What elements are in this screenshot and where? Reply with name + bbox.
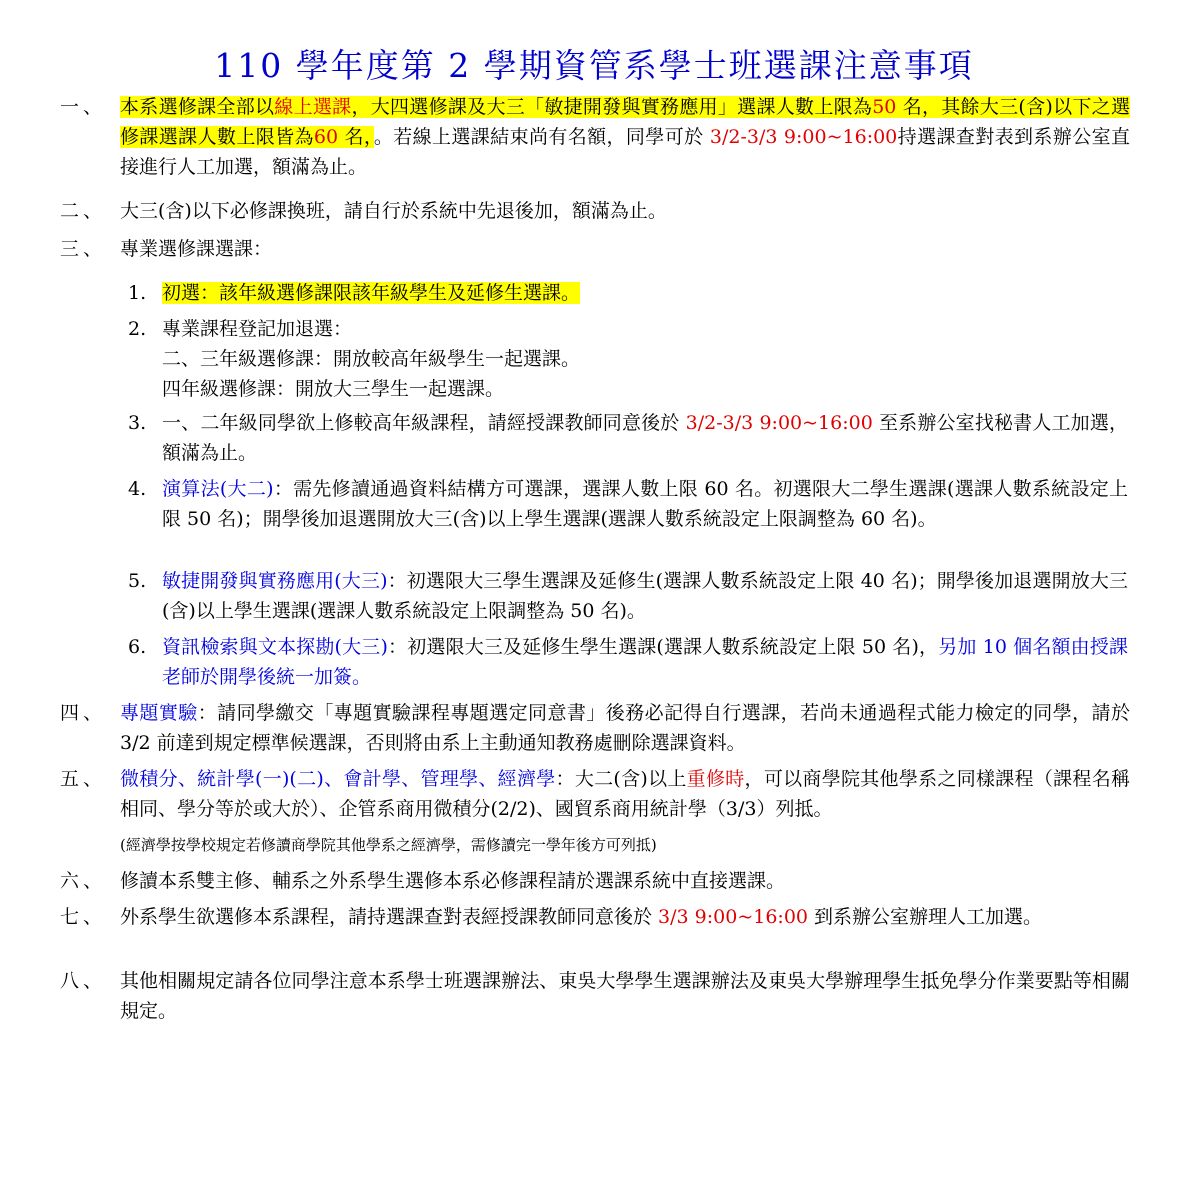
- date-range: 3/3 9:00~16:00: [658, 906, 809, 928]
- date-range: 3/2-3/3 9:00~16:00: [709, 126, 898, 148]
- item-number: 一、: [60, 96, 107, 118]
- course-name: 資訊檢索與文本探勘(大三): [162, 636, 388, 658]
- date-range: 3/2-3/3 9:00~16:00: [685, 412, 873, 434]
- sub-number: 5.: [128, 570, 147, 592]
- course-name: 微積分、統計學(一)(二)、會計學、管理學、經濟學: [120, 768, 556, 790]
- item-text: 修讀本系雙主修、輔系之外系學生選修本系必修課程請於選課系統中直接選課。: [120, 870, 786, 892]
- course-name: 敏捷開發與實務應用(大三): [162, 570, 388, 592]
- item-number: 二、: [60, 200, 107, 222]
- item-text: 專業選修課選課：: [120, 238, 273, 260]
- item-text: 大三(含)以下必修課換班，請自行於系統中先退後加，額滿為止。: [120, 200, 667, 222]
- sub-number: 6.: [128, 636, 147, 658]
- course-name: 演算法(大二): [162, 478, 274, 500]
- item-text: 其他相關規定請各位同學注意本系學士班選課辦法、東吳大學學生選課辦法及東吳大學辦理學生抵免學分作業要點等相關規定。: [120, 970, 1130, 1022]
- sub-number: 3.: [128, 412, 147, 434]
- retake-text: 重修時: [686, 768, 745, 790]
- item-number: 五、: [60, 768, 107, 790]
- sub-line: 四年級選修課：開放大三學生一起選課。: [162, 378, 505, 400]
- item-number: 八、: [60, 970, 107, 992]
- sub-line: 二、三年級選修課：開放較高年級學生一起選課。: [162, 348, 581, 370]
- item-number: 六、: [60, 870, 107, 892]
- page-title: 110 學年度第 2 學期資管系學士班選課注意事項: [214, 46, 974, 85]
- sub-number: 2.: [128, 318, 147, 340]
- sub-number: 4.: [128, 478, 147, 500]
- sub-line: 專業課程登記加退選：: [162, 318, 353, 340]
- item-number: 四、: [60, 702, 107, 724]
- course-name: 專題實驗: [120, 702, 198, 724]
- extra-quota-note: 另加 10 個名額由授課老師於開學後統一加簽。: [162, 636, 1129, 688]
- highlighted-text: 初選：該年級選修課限該年級學生及延修生選課。: [162, 282, 581, 304]
- item-number: 七、: [60, 906, 107, 928]
- item-text: 本系選修課全部以線上選課，大四選修課及大三「敏捷開發與實務應用」選課人數上限為50 名，其餘大三(含)以下之選修課選課人數上限皆為60 名，。若線上選課結束尚有名額，同學可於 3/2-3/3 9:00~16:00持選課查對表到系辦公室直接進行人工加選，額滿為止。: [120, 96, 1130, 178]
- footnote: (經濟學按學校規定若修讀商學院其他學系之經濟學，需修讀完一學年後方可列抵): [120, 836, 657, 854]
- sub-number: 1.: [128, 282, 147, 304]
- item-number: 三、: [60, 238, 107, 260]
- highlighted-text: 本系選修課全部以線上選課，大四選修課及大三「敏捷開發與實務應用」選課人數上限為50 名，其餘大三(含)以下之選修課選課人數上限皆為60 名，: [120, 96, 1130, 148]
